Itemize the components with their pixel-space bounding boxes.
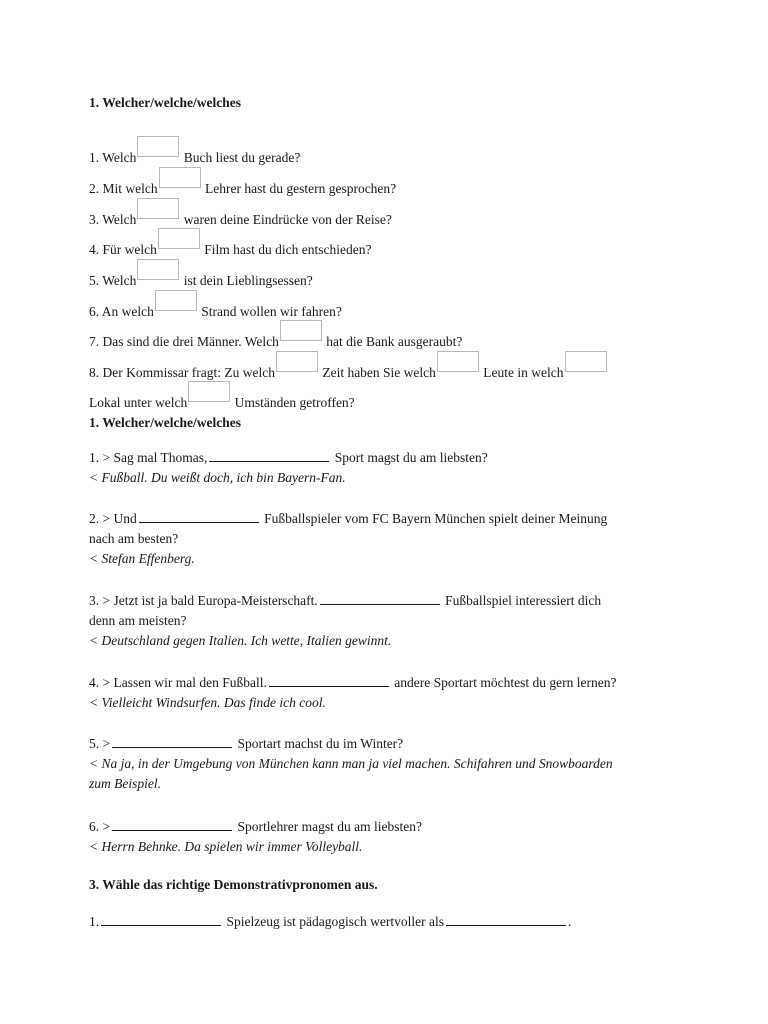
s2-item-4: 4. > Lassen wir mal den Fußball. andere Sportart möchtest du gern lernen? < Vielleicht Windsurfen. Das finde ich cool. <box>89 675 617 710</box>
s3-item-1: 1. Spielzeug ist pädagogisch wertvoller als . <box>89 914 572 929</box>
s1-item-5: 5. Welch ist dein Lieblingsessen? <box>89 259 313 289</box>
s2-item-2: 2. > Und Fußballspieler vom FC Bayern München spielt deiner Meinung nach am besten? < Stefan Effenberg. <box>89 511 608 566</box>
answer-box[interactable] <box>276 351 318 372</box>
answer-text: < Herrn Behnke. Da spielen wir immer Volleyball. <box>89 839 363 854</box>
s1-item-8: 8. Der Kommissar fragt: Zu welch Zeit haben Sie welch Leute in welch <box>89 351 608 381</box>
answer-blank[interactable] <box>101 913 221 926</box>
answer-text: < Stefan Effenberg. <box>89 551 195 566</box>
s1-item-3: 3. Welch waren deine Eindrücke von der Reise? <box>89 198 392 228</box>
answer-blank[interactable] <box>112 735 232 748</box>
answer-blank[interactable] <box>320 592 440 605</box>
s2-item-6: 6. > Sportlehrer magst du am liebsten? < Herrn Behnke. Da spielen wir immer Volleyball. <box>89 819 422 854</box>
answer-box[interactable] <box>565 351 607 372</box>
answer-blank[interactable] <box>269 674 389 687</box>
answer-box[interactable] <box>159 167 201 188</box>
answer-blank[interactable] <box>139 510 259 523</box>
answer-box[interactable] <box>280 320 322 341</box>
answer-box[interactable] <box>155 290 197 311</box>
answer-box[interactable] <box>188 381 230 402</box>
section1-title: 1. Welcher/welche/welches <box>89 95 241 110</box>
answer-text: < Na ja, in der Umgebung von München kann man ja viel machen. Schifahren und Snowboarden <box>89 756 613 771</box>
answer-text: < Fußball. Du weißt doch, ich bin Bayern-Fan. <box>89 470 346 485</box>
answer-blank[interactable] <box>209 449 329 462</box>
s2-item-5: 5. > Sportart machst du im Winter? < Na ja, in der Umgebung von München kann man ja viel machen. Schifahren und Snowboarden zum Beispiel. <box>89 736 613 791</box>
s1-item-4: 4. Für welch Film hast du dich entschieden? <box>89 228 371 258</box>
answer-text-cont: zum Beispiel. <box>89 776 161 791</box>
s1-item-7: 7. Das sind die drei Männer. Welch hat die Bank ausgeraubt? <box>89 320 462 350</box>
answer-box[interactable] <box>137 136 179 157</box>
s2-item-1: 1. > Sag mal Thomas, Sport magst du am liebsten? < Fußball. Du weißt doch, ich bin Bayern-Fan. <box>89 450 488 485</box>
s2-item-3: 3. > Jetzt ist ja bald Europa-Meisterschaft. Fußballspiel interessiert dich denn am meisten? < Deutschland gegen Italien. Ich wette, Italien gewinnt. <box>89 593 602 648</box>
section2-title: 1. Welcher/welche/welches <box>89 415 241 430</box>
answer-box[interactable] <box>437 351 479 372</box>
answer-box[interactable] <box>137 198 179 219</box>
answer-text: < Vielleicht Windsurfen. Das finde ich cool. <box>89 695 326 710</box>
s1-item-1: 1. Welch Buch liest du gerade? <box>89 136 300 166</box>
answer-box[interactable] <box>137 259 179 280</box>
s1-item-8-cont: Lokal unter welch Umständen getroffen? <box>89 381 355 411</box>
answer-blank[interactable] <box>446 913 566 926</box>
s1-item-2: 2. Mit welch Lehrer hast du gestern gesprochen? <box>89 167 396 197</box>
answer-box[interactable] <box>158 228 200 249</box>
section3-title: 3. Wähle das richtige Demonstrativpronomen aus. <box>89 877 378 892</box>
answer-blank[interactable] <box>112 818 232 831</box>
answer-text: < Deutschland gegen Italien. Ich wette, Italien gewinnt. <box>89 633 392 648</box>
s1-item-6: 6. An welch Strand wollen wir fahren? <box>89 290 342 320</box>
